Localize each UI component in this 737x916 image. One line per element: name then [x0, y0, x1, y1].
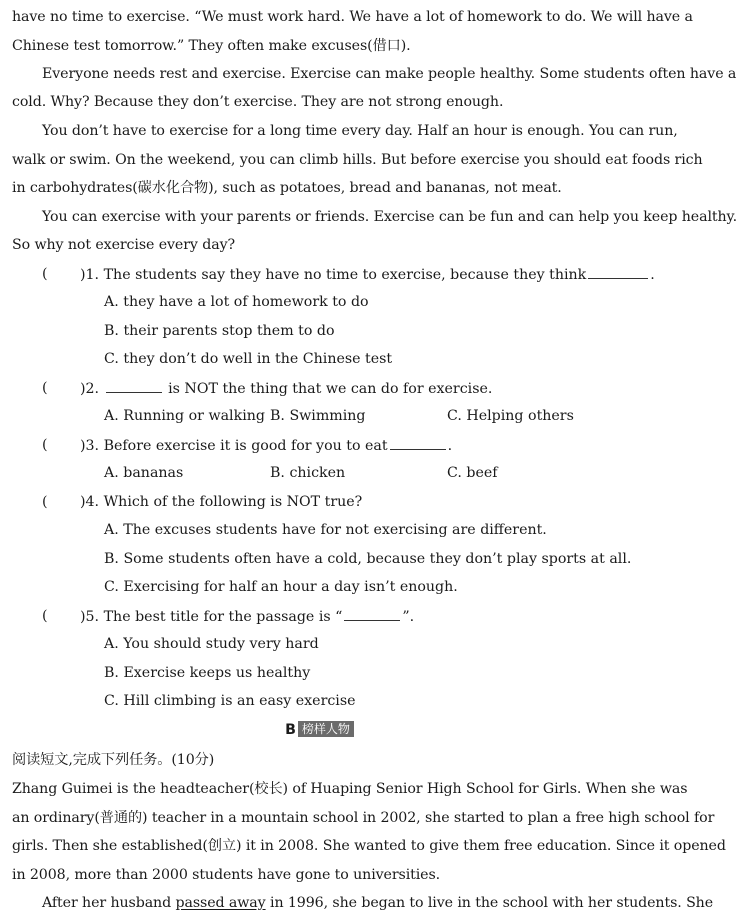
question-2-option-b[interactable]: B. Swimming — [270, 408, 366, 424]
answer-paren[interactable]: ( — [42, 437, 48, 453]
passage-b-line-5-end: in 1996, she began to live in the school with her students. She — [270, 895, 714, 911]
question-number: )2. — [80, 381, 100, 397]
passage-b-line-3: girls. Then she established(创立) it in 2008. She wanted to give them free education. Since it opened — [12, 838, 726, 854]
question-stem-end: . — [447, 438, 453, 454]
question-stem: Before exercise it is good for you to eat — [103, 438, 388, 454]
passage-a-line-8: You can exercise with your parents or friends. Exercise can be fun and can help you keep healthy. — [42, 209, 737, 225]
question-5-option-c[interactable]: C. Hill climbing is an easy exercise — [104, 693, 356, 709]
question-1-option-c[interactable]: C. they don’t do well in the Chinese test — [104, 351, 393, 367]
passage-b-line-5-start: After her husband — [42, 895, 172, 911]
question-1-option-b[interactable]: B. their parents stop them to do — [104, 323, 335, 339]
passage-a-line-7: in carbohydrates(碳水化合物), such as potatoes, bread and bananas, not meat. — [12, 180, 562, 196]
answer-blank[interactable] — [106, 378, 162, 393]
passage-b-line-5 — [42, 893, 714, 913]
passage-b-instruction: 阅读短文,完成下列任务。(10分) — [12, 752, 215, 768]
section-b-header — [0, 720, 639, 740]
question-3-option-a[interactable]: A. bananas — [104, 465, 184, 481]
question-5-option-a[interactable]: A. You should study very hard — [104, 636, 319, 652]
question-number: )3. — [80, 438, 100, 454]
answer-blank[interactable] — [588, 264, 648, 279]
section-letter: B — [285, 722, 296, 738]
passage-a-line-9: So why not exercise every day? — [12, 237, 235, 253]
question-stem: The best title for the passage is “ — [103, 609, 343, 625]
answer-paren[interactable]: ( — [42, 380, 48, 396]
question-stem-end: . — [650, 267, 655, 283]
question-number: )5. — [80, 609, 100, 625]
question-5-option-b[interactable]: B. Exercise keeps us healthy — [104, 665, 311, 681]
question-4-option-c[interactable]: C. Exercising for half an hour a day isn’t enough. — [104, 579, 458, 595]
question-1-option-a[interactable]: A. they have a lot of homework to do — [104, 294, 369, 310]
passage-b-line-1: Zhang Guimei is the headteacher(校长) of Huaping Senior High School for Girls. When she was — [12, 781, 688, 797]
question-4-option-a[interactable]: A. The excuses students have for not exercising are different. — [104, 522, 547, 538]
passage-a-line-6: walk or swim. On the weekend, you can climb hills. But before exercise you should eat foods rich — [12, 152, 703, 168]
answer-blank[interactable] — [344, 606, 400, 621]
passage-a-line-1: have no time to exercise. “We must work hard. We have a lot of homework to do. We will have a — [12, 9, 693, 25]
answer-paren[interactable]: ( — [42, 608, 48, 624]
passage-b-underlined-phrase: passed away — [175, 895, 266, 911]
question-4-option-b[interactable]: B. Some students often have a cold, because they don’t play sports at all. — [104, 551, 632, 567]
passage-b-line-4: in 2008, more than 2000 students have gone to universities. — [12, 867, 441, 883]
question-number: )1. — [80, 267, 100, 283]
passage-a-line-2: Chinese test tomorrow.” They often make excuses(借口). — [12, 38, 411, 54]
question-number: )4. — [80, 494, 100, 510]
question-2-option-c[interactable]: C. Helping others — [447, 408, 574, 424]
question-stem: Which of the following is NOT true? — [103, 494, 363, 510]
question-stem-end: ”. — [402, 609, 415, 625]
question-3-option-c[interactable]: C. beef — [447, 465, 498, 481]
passage-b-line-2: an ordinary(普通的) teacher in a mountain school in 2002, she started to plan a free high school for — [12, 810, 715, 826]
section-badge: 榜样人物 — [298, 721, 354, 737]
answer-blank[interactable] — [390, 435, 446, 450]
answer-paren[interactable]: ( — [42, 494, 48, 510]
answer-paren[interactable]: ( — [42, 266, 48, 282]
passage-a-line-5: You don’t have to exercise for a long time every day. Half an hour is enough. You can run, — [42, 123, 678, 139]
passage-a-line-3: Everyone needs rest and exercise. Exercise can make people healthy. Some students often have a — [42, 66, 737, 82]
question-stem: is NOT the thing that we can do for exercise. — [168, 381, 493, 397]
question-stem: The students say they have no time to exercise, because they think — [103, 267, 587, 283]
question-2-option-a[interactable]: A. Running or walking — [104, 408, 265, 424]
passage-a-line-4: cold. Why? Because they don’t exercise. They are not strong enough. — [12, 94, 504, 110]
question-3-option-b[interactable]: B. chicken — [270, 465, 346, 481]
